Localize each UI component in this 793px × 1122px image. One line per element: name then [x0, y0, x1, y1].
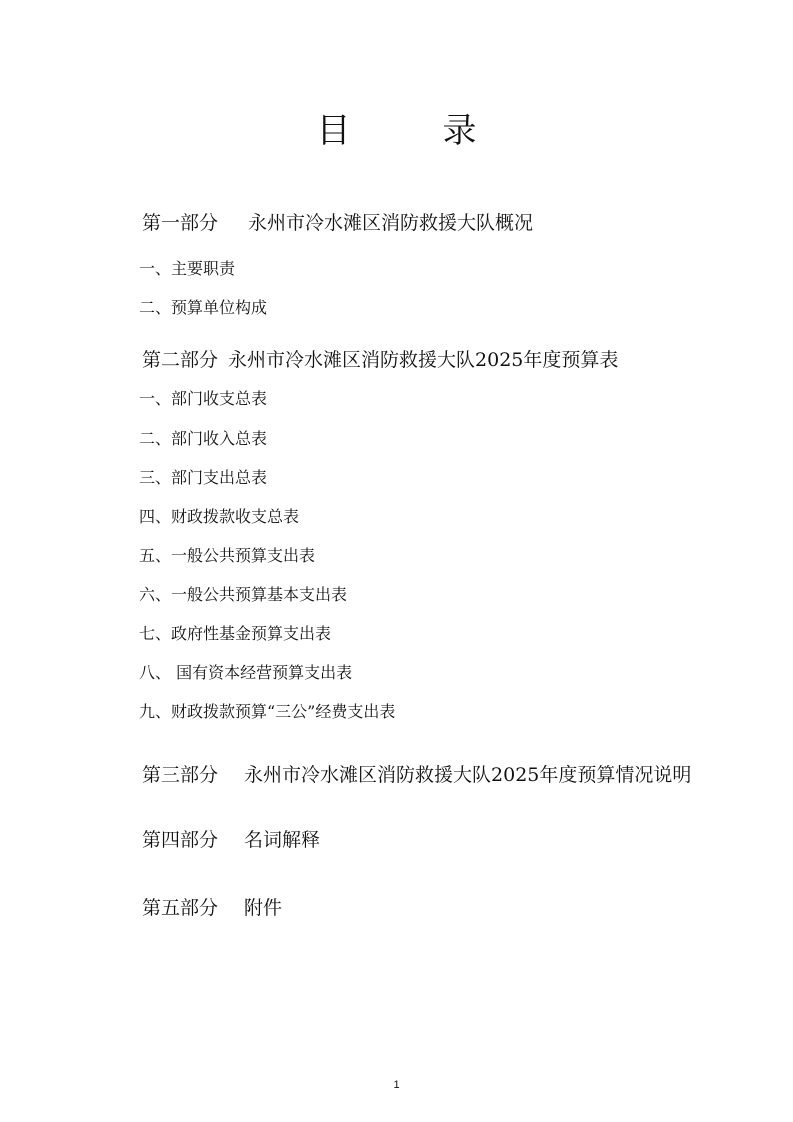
toc-part-4 [142, 825, 320, 852]
part-name: 永州市冷水滩区消防救援大队2025年度预算情况说明 [244, 764, 692, 786]
toc-title [0, 103, 793, 152]
part-label: 第一部分 [142, 212, 219, 234]
part-label: 第四部分 [142, 829, 219, 851]
part-name: 永州市冷水滩区消防救援大队概况 [248, 212, 534, 234]
toc-part-3 [142, 760, 691, 787]
toc-item: 九、财政拨款预算“三公”经费支出表 [139, 702, 396, 721]
part-label: 第五部分 [142, 897, 219, 919]
part-name: 名词解释 [244, 829, 321, 851]
toc-item: 八、 国有资本经营预算支出表 [139, 663, 353, 682]
toc-item: 四、财政拨款收支总表 [139, 507, 300, 526]
toc-part-5 [142, 893, 282, 920]
toc-item: 五、一般公共预算支出表 [139, 546, 316, 565]
part-label: 第三部分 [142, 764, 219, 786]
part-name: 附件 [244, 897, 283, 919]
toc-part-2 [142, 345, 618, 372]
toc-item: 二、预算单位构成 [139, 298, 268, 317]
toc-item: 二、部门收入总表 [139, 429, 268, 448]
page-number: 1 [393, 1079, 400, 1091]
toc-item: 一、部门收支总表 [139, 389, 268, 408]
toc-item: 三、部门支出总表 [139, 468, 268, 487]
part-label: 第二部分 [142, 349, 219, 371]
title-char-1: 目 [316, 111, 351, 151]
toc-part-1 [142, 208, 533, 235]
toc-item: 六、一般公共预算基本支出表 [139, 585, 348, 604]
toc-item: 七、政府性基金预算支出表 [139, 624, 332, 643]
part-name: 永州市冷水滩区消防救援大队2025年度预算表 [228, 349, 619, 371]
toc-item: 一、主要职责 [139, 259, 236, 278]
title-char-2: 录 [442, 111, 477, 151]
